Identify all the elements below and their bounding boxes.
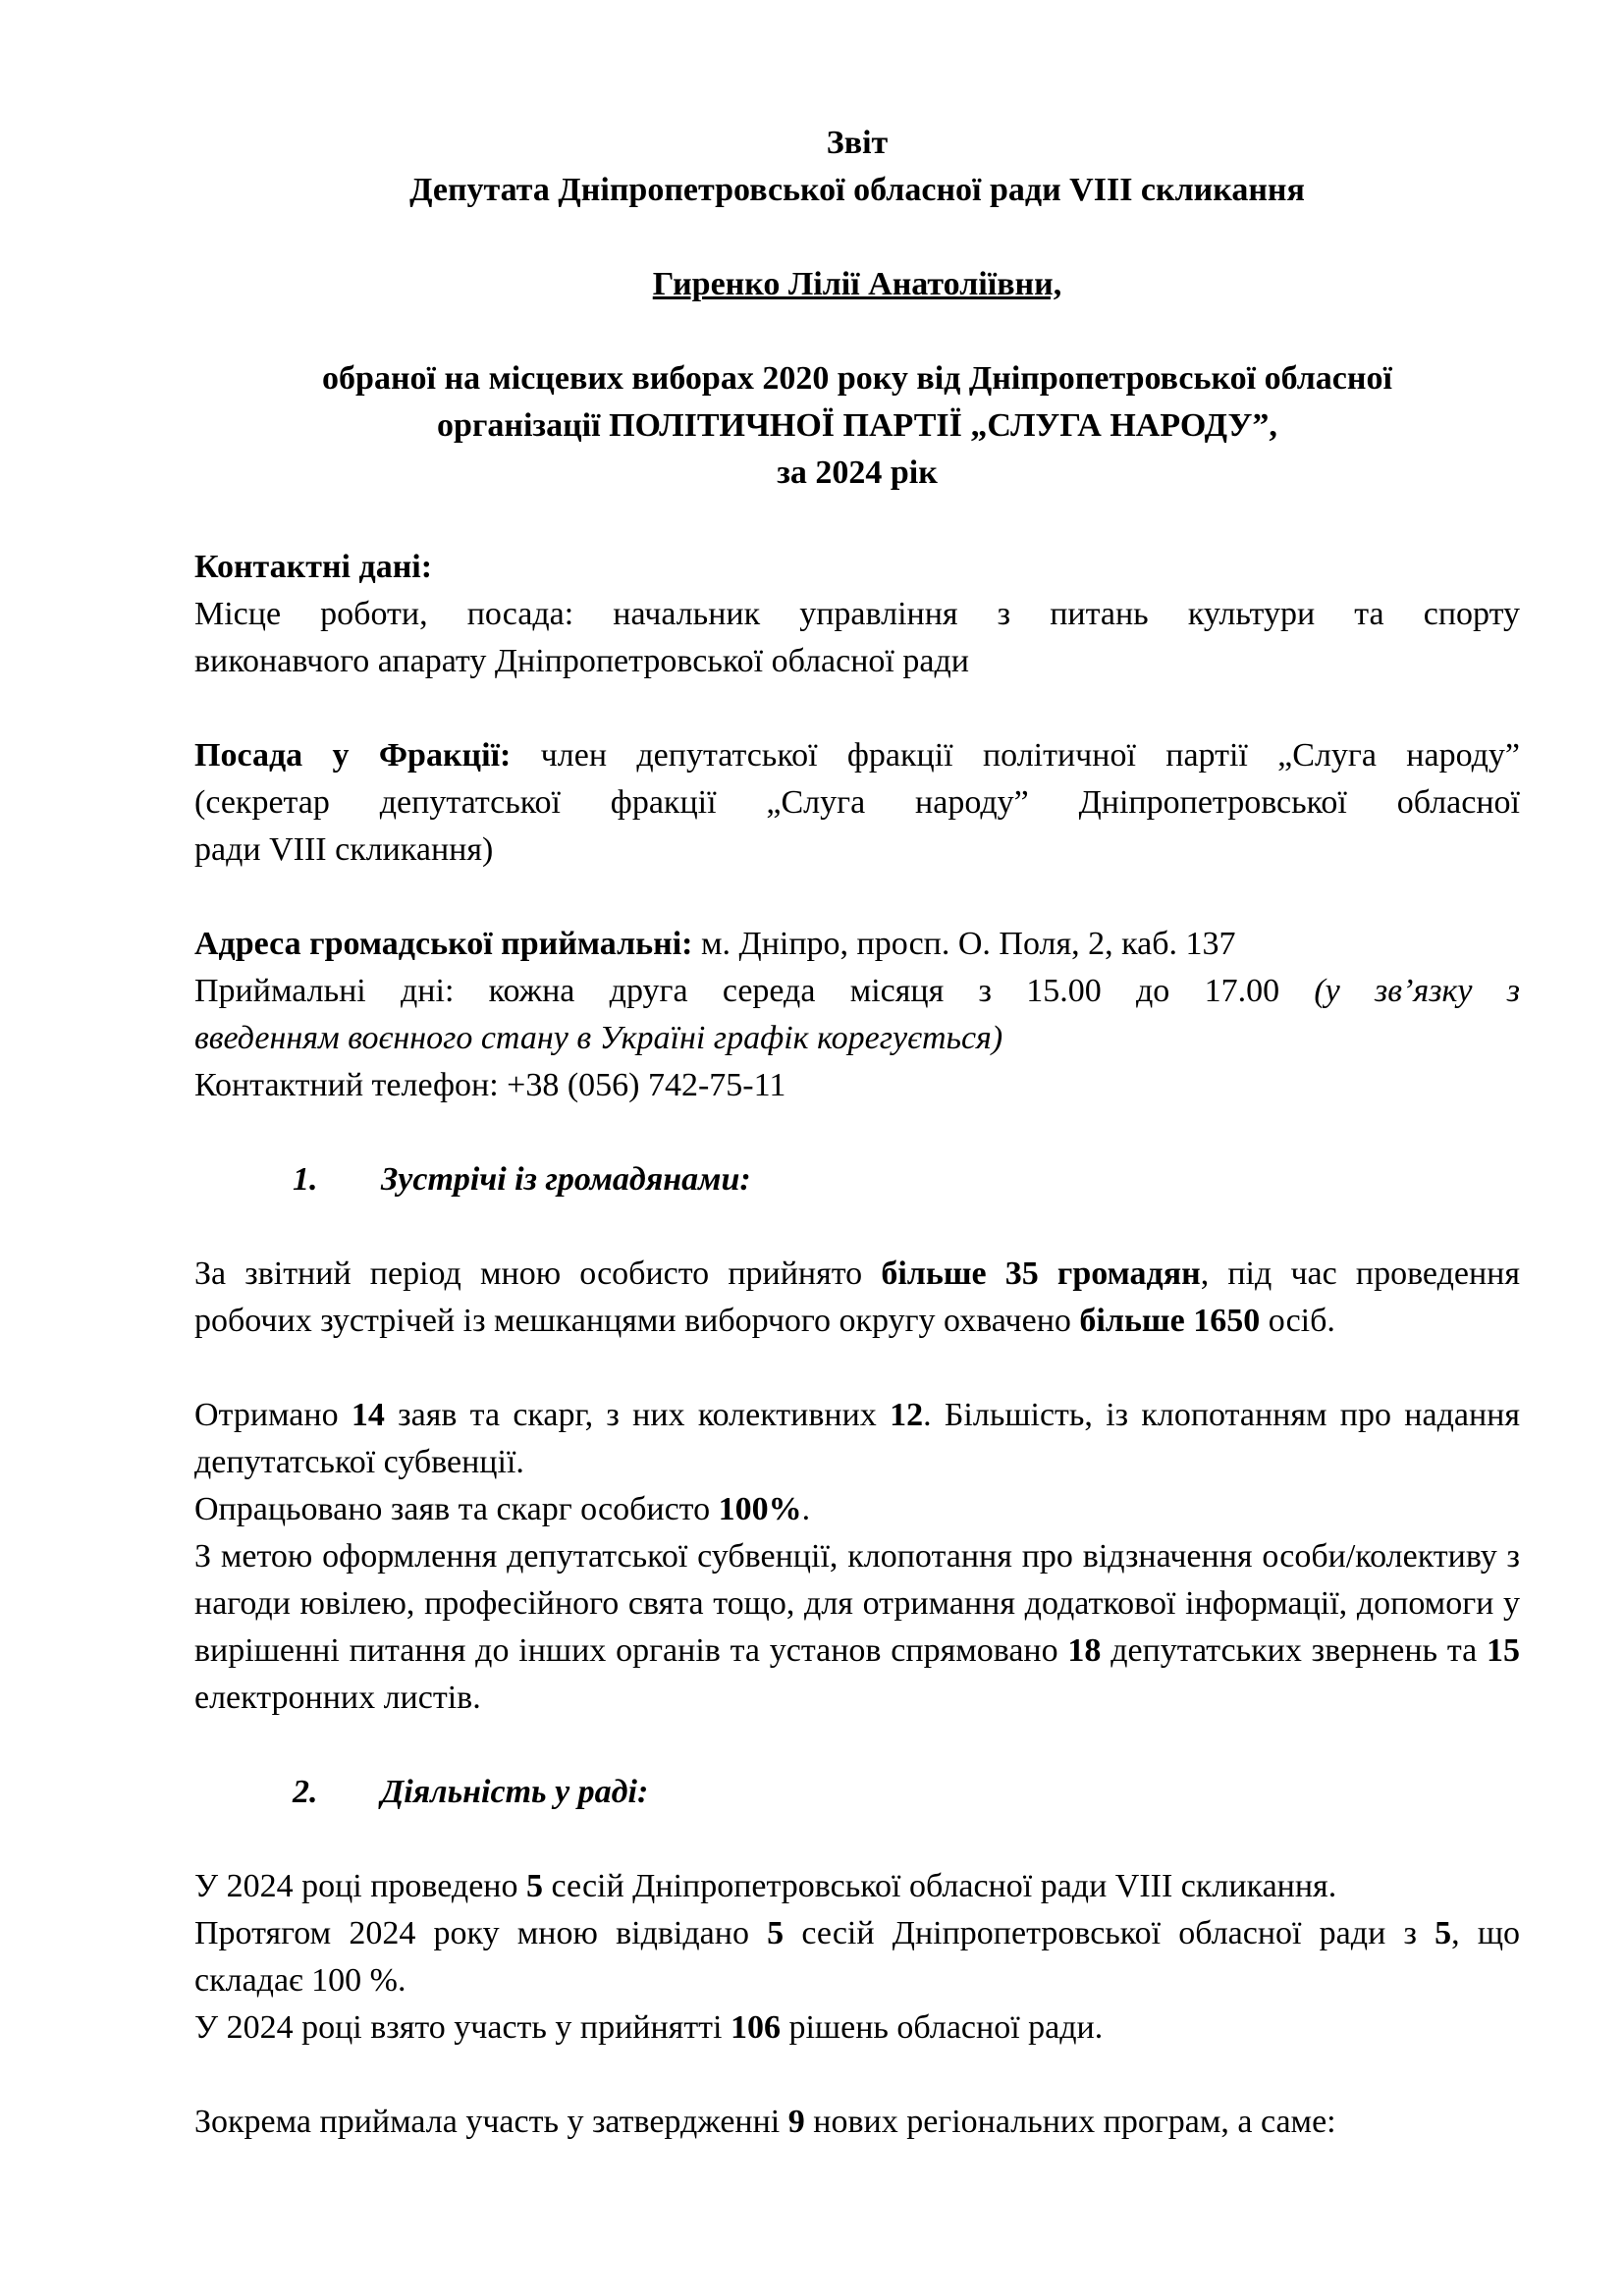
text: Опрацьовано заяв та скарг особисто [194,1491,719,1527]
programs-count: 9 [787,2104,805,2140]
faction-label: Посада у Фракції: [194,737,512,774]
sessions-total-count: 5 [1435,1915,1452,1951]
report-subtitle: Депутата Дніпропетровської обласної ради VIII скликання [409,172,1305,208]
text: електронних листів. [194,1680,481,1716]
section-2-heading [293,1769,1520,1816]
reception-days: Приймальні дні: кожна друга середа місяця з 15.00 до 17.00 [194,973,1315,1009]
elected-line-1: обраної на місцевих виборах 2020 року від Дніпропетровської обласної [322,360,1392,397]
meetings-paragraph-4 [194,1533,1520,1722]
deputy-name-line [194,261,1520,308]
reception-note-1: (у зв’язку з [1314,973,1520,1009]
text: осіб. [1260,1303,1335,1339]
text: За звітний період мною особисто прийнято [194,1255,882,1292]
council-paragraph-1 [194,1863,1520,1910]
address-label: Адреса громадської приймальні: [194,926,693,962]
text: У 2024 році взято участь у прийнятті [194,2009,731,2046]
report-title: Звіт [826,125,889,161]
council-paragraph-2 [194,1910,1520,2004]
report-period: за 2024 рік [777,454,938,491]
text: Протягом 2024 року мною відвідано [194,1915,768,1951]
text: депутатських звернень та [1101,1632,1487,1669]
text: У 2024 році проведено [194,1868,526,1904]
section-2-number: 2. [293,1774,318,1810]
reception-note-2: введенням воєнного стану в Україні графік корегується) [194,1020,1003,1056]
text: , що складає 100 %. [194,1915,1520,1999]
meetings-paragraph-3 [194,1486,1520,1533]
emails-count: 15 [1487,1632,1520,1669]
text: сесій Дніпропетровської обласної ради VIII скликання. [543,1868,1337,1904]
council-paragraph-3 [194,2004,1520,2052]
document-content [194,120,1520,2146]
text: . [801,1491,811,1527]
faction-line-1 [194,732,1520,779]
text: нових регіональних програм, а саме: [804,2104,1336,2140]
contacts-heading: Контактні дані: [194,549,433,585]
deputy-name: Гиренко Лілії Анатоліївни, [652,266,1062,302]
text: . Більшість, із клопотанням про надання депутатської субвенції. [194,1397,1520,1480]
appeals-count: 18 [1067,1632,1102,1669]
sessions-held-count: 5 [526,1868,543,1904]
section-meetings [194,1156,1520,1722]
council-paragraph-4 [194,2099,1520,2146]
workplace-line-2: виконавчого апарату Дніпропетровської обласної ради [194,643,969,679]
complaints-count: 14 [351,1397,385,1433]
collective-complaints-count: 12 [890,1397,924,1433]
section-1-heading [293,1156,1520,1203]
sessions-attended-count: 5 [767,1915,785,1951]
address-line [194,921,1520,968]
text: Отримано [194,1397,352,1433]
processed-percent: 100% [718,1491,802,1527]
faction-line-3: ради VIII скликання) [194,831,494,868]
reception-days-line [194,968,1520,1015]
workplace-line-1: Місце роботи, посада: начальник управління з питань культури та спорту [194,596,1520,632]
citizens-count: більше 35 громадян [881,1255,1201,1292]
elected-block [194,355,1520,497]
text: З метою оформлення депутатської субвенції, клопотання про відзначення особи/колективу з нагоди ювілею, професійного свята тощо, для отримання додаткової інформації, допомоги у вирішенні питання до інших органів та установ спрямовано [194,1538,1520,1669]
faction-text-1: член депутатської фракції політичної партії „Слуга народу” [511,737,1520,774]
title-block [194,120,1520,497]
text: сесій Дніпропетровської обласної ради з [784,1915,1435,1951]
section-1-title: Зустрічі із громадянами: [381,1161,751,1198]
decisions-count: 106 [730,2009,781,2046]
meetings-paragraph-2 [194,1392,1520,1486]
text: , під час проведення робочих зустрічей із мешканцями виборчого округу охвачено [194,1255,1520,1339]
address-value: м. Дніпро, просп. О. Поля, 2, каб. 137 [692,926,1236,962]
elected-line-2: організації ПОЛІТИЧНОЇ ПАРТІЇ „СЛУГА НАРОДУ”, [437,407,1277,444]
section-council-activity [194,1769,1520,2146]
section-2-title: Діяльність у раді: [381,1774,649,1810]
text: рішень обласної ради. [780,2009,1104,2046]
contacts-section [194,544,1520,1109]
phone-line: Контактний телефон: +38 (056) 742-75-11 [194,1067,786,1103]
faction-line-2: (секретар депутатської фракції „Слуга народу” Дніпропетровської обласної [194,784,1520,821]
text: заяв та скарг, з них колективних [384,1397,891,1433]
people-covered-count: більше 1650 [1079,1303,1261,1339]
meetings-paragraph-1 [194,1251,1520,1345]
text: Зокрема приймала участь у затвердженні [194,2104,788,2140]
section-1-number: 1. [293,1161,318,1198]
